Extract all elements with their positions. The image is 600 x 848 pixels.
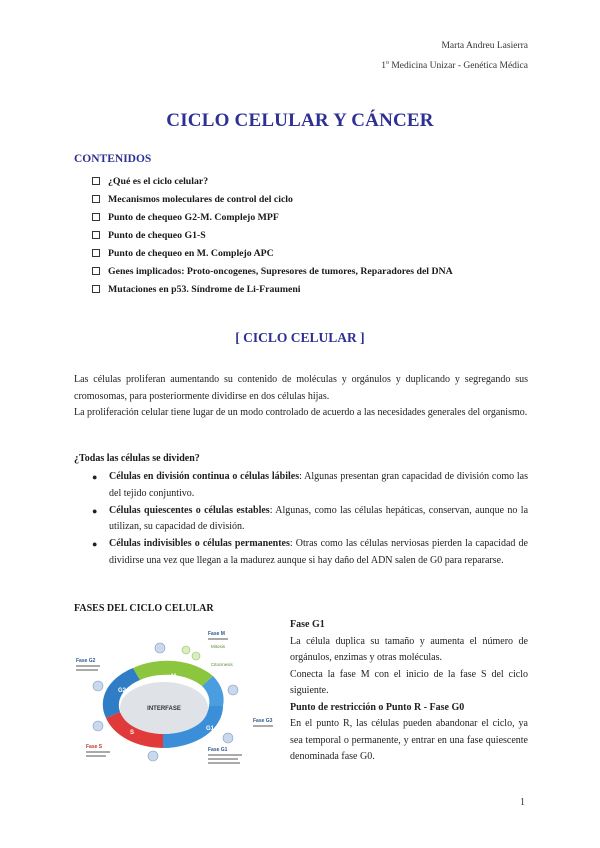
contents-item[interactable]: [92, 226, 453, 244]
restriction-point-heading: Punto de restricción o Punto R - Fase G0: [290, 701, 465, 713]
bullet-icon: ●: [92, 539, 98, 549]
interfase-label: INTERFASE: [147, 706, 181, 712]
checkbox-icon[interactable]: [92, 285, 100, 293]
label-mitosis: Mitosis: [211, 644, 226, 649]
contents-item[interactable]: [92, 172, 453, 190]
contents-item-label: Punto de chequeo en M. Complejo APC: [108, 247, 274, 259]
course-line: [381, 55, 528, 75]
page-header: [381, 38, 528, 75]
phase-s-label: S: [130, 730, 135, 736]
contents-item-label: Punto de chequeo G2-M. Complejo MPF: [108, 211, 279, 223]
list-item: [92, 536, 528, 569]
checkbox-icon[interactable]: [92, 231, 100, 239]
cell-icon: [182, 646, 190, 654]
contents-item[interactable]: [92, 280, 453, 298]
label-fase-g1: Fase G1: [208, 747, 228, 753]
cell-icon: [148, 751, 158, 761]
text-line: [86, 755, 106, 757]
cell-cycle-svg: [68, 626, 280, 784]
list-item-term: Células quiescentes o células estables: [109, 504, 270, 516]
label-fase-g2: Fase G2: [76, 658, 96, 664]
contents-item-label: ¿Qué es el ciclo celular?: [108, 175, 209, 187]
list-item: [92, 469, 528, 502]
intro-paragraph: La proliferación celular tiene lugar de un modo controlado de acuerdo a las necesidades generales del organismo.: [74, 407, 528, 418]
text-line: [208, 758, 238, 760]
checkbox-icon[interactable]: [92, 267, 100, 275]
contents-item-label: Punto de chequeo G1-S: [108, 229, 206, 241]
cell-icon: [93, 681, 103, 691]
cell-icon: [155, 643, 165, 653]
course-name: Medicina Unizar - Genética Médica: [388, 61, 528, 72]
phases-heading: FASES DEL CICLO CELULAR: [74, 603, 214, 614]
list-item-text: : Algunas, como las células hepáticas, conservan, aunque no la utilizan, su capacidad de división.: [109, 504, 529, 532]
cell-cycle-diagram: [68, 626, 280, 784]
checkbox-icon[interactable]: [92, 177, 100, 185]
text-line: [76, 665, 100, 667]
phase-g1-text: Conecta la fase M con el inicio de la fase S del ciclo siguiente.: [290, 668, 528, 696]
contents-list: [92, 172, 453, 298]
author-name: Marta Andreu Lasierra: [441, 41, 528, 51]
contents-item-label: Genes implicados: Proto-oncogenes, Supresores de tumores, Reparadores del DNA: [108, 265, 453, 277]
phase-g1-heading: Fase G1: [290, 619, 325, 630]
list-item-text: : Algunas presentan gran capacidad de división como las del tejido conjuntivo.: [109, 471, 528, 499]
phase-g1-label: G1: [206, 726, 215, 732]
restriction-point-text: En el punto R, las células pueden abandonar el ciclo, ya sea temporal o permanente, y entrar en una fase quiescente denominada fase G0.: [290, 718, 528, 762]
checkbox-icon[interactable]: [92, 195, 100, 203]
text-line: [208, 754, 242, 756]
text-line: [208, 638, 228, 640]
cell-icon: [223, 733, 233, 743]
contents-item-label: Mutaciones en p53. Síndrome de Li-Fraumeni: [108, 283, 301, 295]
label-fase-m: Fase M: [208, 631, 225, 637]
cell-icon: [228, 685, 238, 695]
bullet-icon: ●: [92, 472, 98, 482]
course-number: 1: [381, 61, 386, 72]
label-fase-s: Fase S: [86, 744, 103, 750]
text-line: [76, 669, 98, 671]
intro-paragraph: Las células proliferan aumentando su contenido de moléculas y orgánulos y duplicando y segregando sus cromosomas, para posteriormente dividirse en dos células hijas.: [74, 374, 528, 402]
text-line: [208, 762, 240, 764]
phase-g1-text: La célula duplica su tamaño y aumenta el número de orgánulos, enzimas y otras moléculas.: [290, 635, 528, 663]
cell-types-list: [92, 469, 528, 570]
list-item-text: : Otras como las células nerviosas pierden la capacidad de dividirse una vez que llegan a la madurez aunque si hay daño del ADN salen de G0 para repararse.: [109, 538, 528, 566]
bullet-icon: ●: [92, 505, 98, 516]
contents-item[interactable]: [92, 208, 453, 226]
list-item-term: Células indivisibles o células permanentes: [109, 538, 290, 549]
contents-item[interactable]: [92, 190, 453, 208]
phase-g1-description: [290, 617, 528, 766]
list-item-term: Células en división continua o células lábiles: [109, 471, 300, 482]
cell-icon: [192, 652, 200, 660]
phase-g2-label: G2: [118, 688, 127, 694]
phase-m-label: M: [171, 674, 176, 680]
contents-item[interactable]: [92, 244, 453, 262]
text-line: [253, 725, 273, 727]
label-fase-g3: Fase G3: [253, 718, 273, 724]
section-title: [ CICLO CELULAR ]: [235, 330, 365, 345]
page-number: 1: [520, 797, 525, 808]
cell-icon: [93, 721, 103, 731]
contents-item[interactable]: [92, 262, 453, 280]
contents-heading: CONTENIDOS: [74, 153, 152, 165]
contents-item-label: Mecanismos moleculares de control del ciclo: [108, 193, 293, 205]
course-ordinal: o: [385, 60, 389, 66]
checkbox-icon[interactable]: [92, 249, 100, 257]
document-title: CICLO CELULAR Y CÁNCER: [166, 110, 434, 131]
list-item: [92, 503, 528, 536]
text-line: [86, 751, 110, 753]
question-heading: ¿Todas las células se dividen?: [74, 453, 200, 464]
checkbox-icon[interactable]: [92, 213, 100, 221]
label-citocinesis: Citocinesis: [211, 662, 233, 667]
